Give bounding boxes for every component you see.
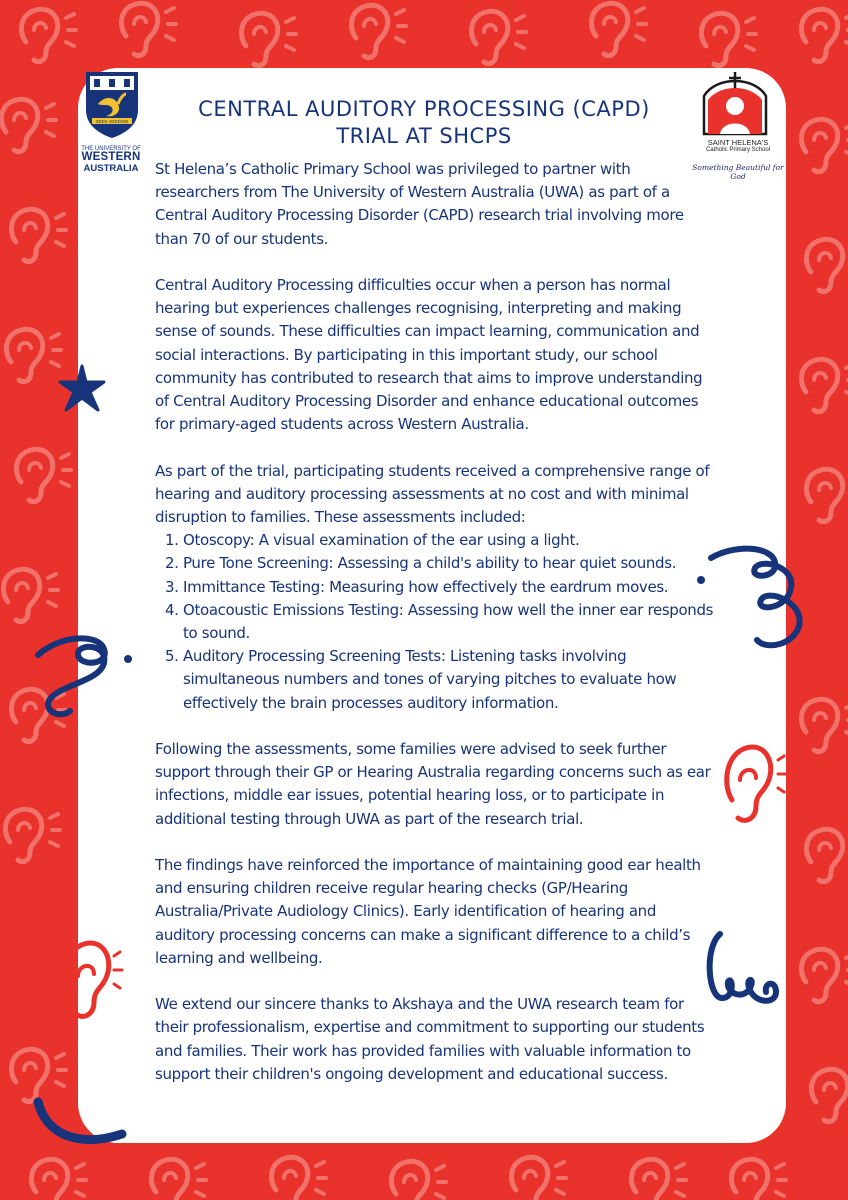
school-name: SAINT HELENA'S (707, 138, 769, 147)
uwa-wordmark (78, 146, 144, 173)
paragraph-capd-definition: Central Auditory Processing difficulties occur when a person has normal hearing but experiences challenges recognising, interpreting and making sense of sounds. These difficulties can impact learning, communication and social interactions. By participating in this important study, our school community has contributed to research that aims to improve understanding of Central Auditory Processing Disorder and enhance educational outcomes for primary-aged students across Western Australia. (155, 276, 703, 434)
school-motto: Something Beautiful for God (692, 163, 784, 181)
uwa-line3: AUSTRALIA (83, 162, 139, 174)
list-item: 5. Auditory Processing Screening Tests: Listening tasks involving simultaneous numbers and tones of varying pitches to evaluate how effectively the brain processes auditory information. (183, 645, 715, 715)
paragraph-assessments-intro: As part of the trial, participating students received a comprehensive range of hearing and auditory processing assessments at no cost and with minimal disruption to families. These assessments included: (155, 461, 710, 527)
title-line1: CENTRAL AUDITORY PROCESSING (CAPD) (198, 97, 650, 121)
paragraph-followup: Following the assessments, some families were advised to seek further support through their GP or Hearing Australia regarding concerns such as ear infections, middle ear issues, potential hearing loss, or to participate in additional testing through UWA as part of the research trial. (155, 740, 711, 828)
swirl-doodle-right-icon (695, 540, 815, 670)
star-doodle-icon (54, 360, 110, 416)
assessment-list (155, 529, 715, 715)
school-subtitle: Catholic Primary School (705, 146, 771, 153)
list-item: 2. Pure Tone Screening: Assessing a child's ability to hear quiet sounds. (183, 552, 715, 575)
curve-doodle-icon (30, 1090, 130, 1160)
article-body (155, 158, 715, 1086)
ear-doodle-right-icon (718, 740, 788, 832)
uwa-motto: SEEK WISDOM (95, 119, 129, 124)
uwa-line2: WESTERN (81, 151, 141, 163)
page-title (150, 96, 698, 150)
swirl-doodle-bottom-right-icon (700, 918, 790, 1028)
list-item: 1. Otoscopy: A visual examination of the ear using a light. (183, 529, 715, 552)
paragraph-findings: The findings have reinforced the importance of maintaining good ear health and ensuring children receive regular hearing checks (GP/Hearing Australia/Private Audiology Clinics). Early identification of hearing and auditory processing concerns can make a significant difference to a child’s learning and wellbeing. (155, 856, 701, 967)
swirl-doodle-left-icon (20, 615, 140, 735)
list-item: 3. Immittance Testing: Measuring how effectively the eardrum moves. (183, 576, 715, 599)
paragraph-intro: St Helena’s Catholic Primary School was privileged to partner with researchers from The University of Western Australia (UWA) as part of a Central Auditory Processing Disorder (CAPD) research trial involving more than 70 of our students. (155, 160, 684, 248)
school-wordmark (690, 139, 786, 153)
list-item: 4. Otoacoustic Emissions Testing: Assessing how well the inner ear responds to sound. (183, 599, 715, 645)
uwa-crest-icon (84, 70, 140, 140)
school-crest-icon (698, 70, 772, 136)
paragraph-thanks: We extend our sincere thanks to Akshaya and the UWA research team for their professionalism, expertise and commitment to supporting our students and families. Their work has provided families with valuable information to support their children's ongoing development and educational success. (155, 995, 705, 1083)
uwa-line1: THE UNIVERSITY OF (81, 146, 141, 152)
title-line2: TRIAL AT SHCPS (336, 124, 512, 148)
ear-doodle-left-icon (56, 936, 126, 1028)
